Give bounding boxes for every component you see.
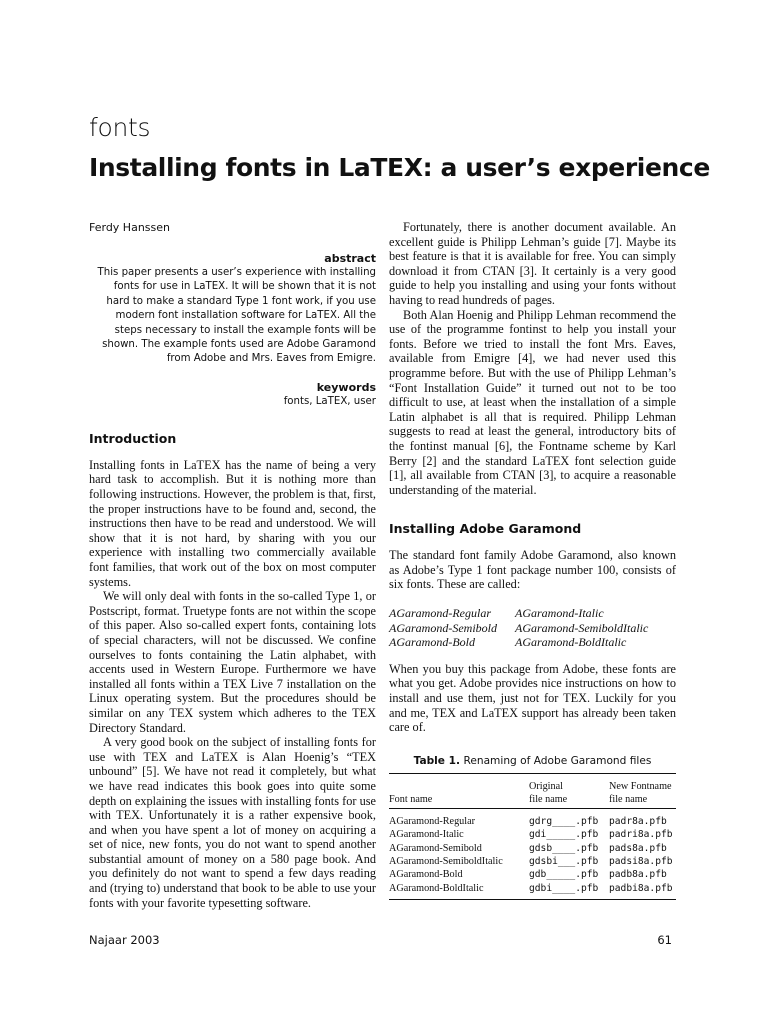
abstract-text: This paper presents a user’s experience with installing fonts for use in LaTEX. It will be shown that it is not hard to make a standard Type 1 font work, if you use modern font installation software for LaTEX. All the steps necessary to install the example fonts will be shown. The example fonts used are Adobe Garamond from Adobe and Mrs. Eaves from Emigre. [97,267,376,365]
font-list-item: AGaramond-Regular [389,606,491,621]
cell-original-file: gdb_____.pfb [529,869,599,881]
author-name: Ferdy Hanssen [89,221,170,234]
cell-new-file: padb8a.pfb [609,869,667,881]
cell-font-name: AGaramond-Regular [389,815,475,827]
font-list-item: AGaramond-Semibold [389,620,497,635]
cell-original-file: gdsb____.pfb [529,842,599,854]
font-list-item: AGaramond-SemiboldItalic [515,620,649,635]
header-font-name: Font name [389,793,433,805]
table-caption-text: Renaming of Adobe Garamond files [463,754,652,767]
cell-original-file: gdsbi___.pfb [529,856,599,868]
table-row [389,828,676,841]
cell-new-file: padr8a.pfb [609,815,667,827]
cell-new-file: padsi8a.pfb [609,856,673,868]
abstract-heading: abstract [324,252,376,265]
cell-font-name: AGaramond-BoldItalic [389,882,484,894]
page-title: Installing fonts in LaTEX: a user’s experience [89,153,710,182]
cell-font-name: AGaramond-Semibold [389,842,482,854]
introduction-heading: Introduction [89,430,177,446]
rename-table [389,773,676,900]
table-row [389,882,676,900]
table-row [389,868,676,881]
garamond-paragraph-2: When you buy this package from Adobe, these fonts are what you get. Adobe provides nice instructions on how to install and use them, just not for TEX. Luckily for you and me, TEX and LaTEX support has already been taken care of. [389,661,676,735]
font-list-item: AGaramond-Italic [515,606,604,621]
header-original: Original file name [529,780,568,805]
cell-font-name: AGaramond-SemiboldItalic [389,856,503,868]
table-row [389,842,676,855]
keywords-text: fonts, LaTEX, user [283,395,376,407]
font-list-item: AGaramond-Bold [389,635,475,650]
garamond-font-list [389,606,676,650]
table-caption [389,755,676,767]
keywords-heading: keywords [316,380,376,394]
section-label: fonts [89,113,151,142]
table-caption-label: Table 1. [413,754,461,767]
cell-font-name: AGaramond-Italic [389,829,464,841]
page-number: 61 [657,933,672,947]
font-list-item: AGaramond-BoldItalic [515,635,627,650]
intro-paragraph-3: A very good book on the subject of installing fonts for use with TEX and LaTEX is Alan Hoenig’s “TEX unbound” [5]. We have not read it completely, but what we have read indicates this book goes into quite some depth on explaining the issues with installing fonts for use with TEX. Unfortunately it is a rather expensive book, and when you have spent a lot of money on acquiring a set of nice, new fonts, you do not want to spend another substantial amount of money on a 580 page book. And you definitely do not want to spend a few days reading and (trying to) understand that book to be able to use your fonts with your favorite typesetting software. [89,735,376,910]
intro-paragraph-2: We will only deal with fonts in the so-called Type 1, or Postscript, format. Truetype fonts are not within the scope of this paper. Also so-called expert fonts, containing lots of special characters, will not be discussed. We confine ourselves to fonts containing the Latin alphabet, with accents used in Western Europe. Furthermore we have installed all fonts within a TEX Live 7 installation on the Linux operating system. But the procedures should be similar on any TEX system which adheres to the TEX Directory Standard. [89,589,376,735]
right-paragraph-1: Fortunately, there is another document available. An excellent guide is Philipp Lehman’s guide [7]. Maybe its best feature is that it is available for free. You can simply download it from CTAN [3]. It certainly is a very good guide to help you installing and using your fonts without having to read hundreds of pages. [389,220,676,307]
table-row [389,808,676,828]
left-column [89,220,376,910]
garamond-paragraph-1: The standard font family Adobe Garamond, also known as Adobe’s Type 1 font package number 100, consists of six fonts. These are called: [389,548,676,592]
right-paragraph-2: Both Alan Hoenig and Philipp Lehman recommend the use of the programme fontinst to help you install your fonts. Before we tried to install the font Mrs. Eaves, available from Emigre [4], we had never used this programme before. But with the use of Philipp Lehman’s “Font Installation Guide” it turned out not to be too difficult to use, at least when the installation of a simple Latin alphabet is all that is required. Philipp Lehman suggests to read at least the general, introductory bits of the fontinst manual [6], the Fontname scheme by Karl Berry [2] and the standard LaTEX font selection guide [1], all available from CTAN [3], to acquire a reasonable understanding of the material. [389,307,676,497]
header-new-fontname: New Fontname file name [609,780,672,805]
cell-new-file: padbi8a.pfb [609,882,673,894]
cell-original-file: gdrg____.pfb [529,815,599,827]
footer-issue: Najaar 2003 [89,933,160,947]
garamond-heading: Installing Adobe Garamond [389,521,582,537]
cell-original-file: gdi_____.pfb [529,829,599,841]
right-column [389,220,676,900]
intro-paragraph-1: Installing fonts in LaTEX has the name of being a very hard task to accomplish. But it is nothing more than following instructions. However, the problem is that, first, the proper instructions have to be found and, second, the instructions then have to be read and understood. We will show that it is not hard, by sharing with you our experience with installing two commercially available font families, that work out of the box on most computer systems. [89,457,376,589]
table-row [389,855,676,868]
cell-new-file: padri8a.pfb [609,829,673,841]
table-header-row [389,773,676,808]
cell-original-file: gdbi____.pfb [529,882,599,894]
cell-font-name: AGaramond-Bold [389,869,463,881]
cell-new-file: pads8a.pfb [609,842,667,854]
